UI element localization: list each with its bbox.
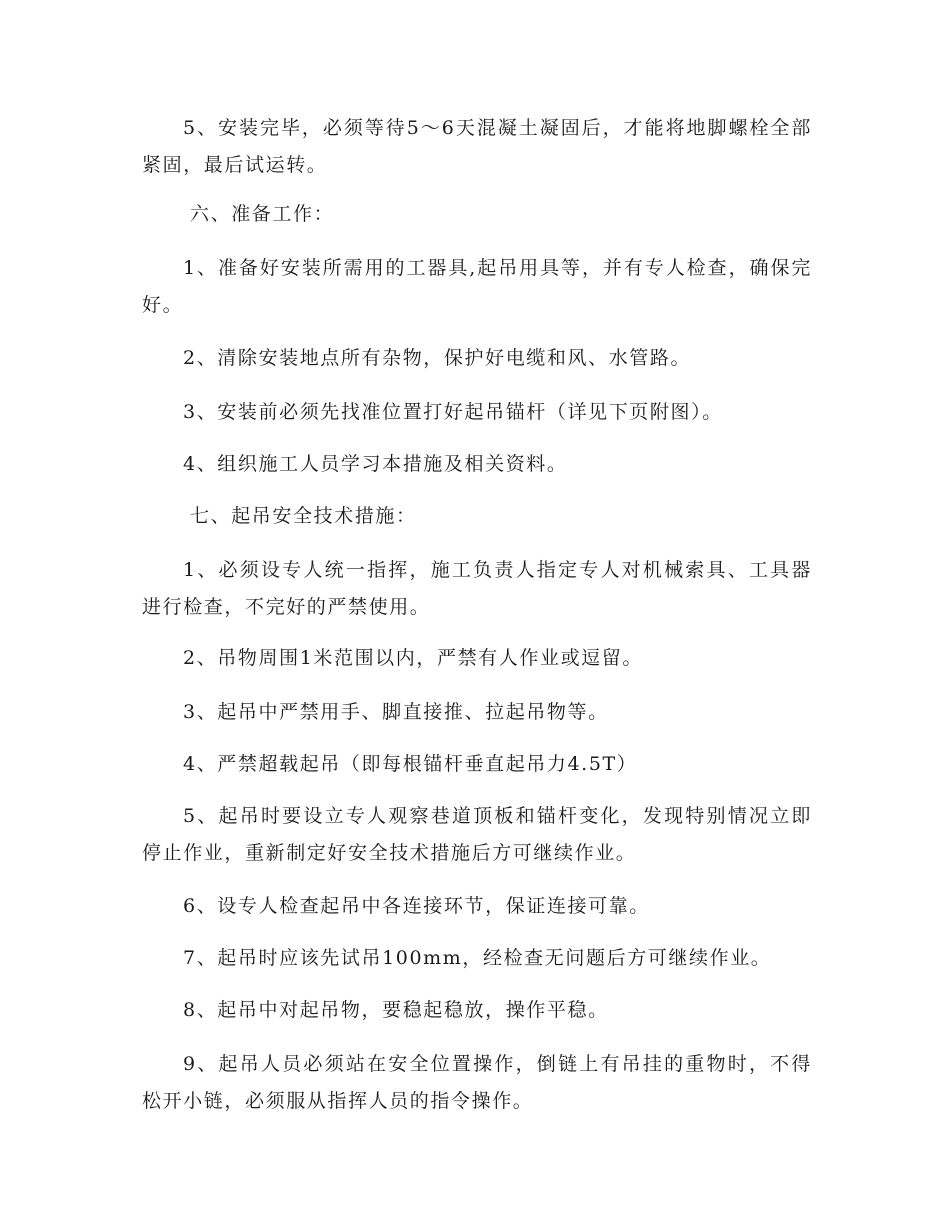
paragraph-prep-3: 3、安装前必须先找准位置打好起吊锚杆（详见下页附图）。 [183, 401, 723, 423]
paragraph-lift-4: 4、严禁超载起吊（即每根锚杆垂直起吊力4.5T） [183, 753, 638, 775]
paragraph-lift-6: 6、设专人检查起吊中各连接环节，保证连接可靠。 [183, 895, 650, 917]
section-heading-preparation: 六、准备工作： [190, 203, 335, 225]
section-heading-lifting-safety: 七、起吊安全技术措施： [190, 505, 417, 527]
paragraph-lift-5: 5、起吊时要设立专人观察巷道顶板和锚杆变化，发现特别情况立即停止作业，重新制定好安全技术措施后方可继续作业。 [142, 805, 812, 864]
paragraph-lift-7: 7、起吊时应该先试吊100mm，经检查无问题后方可继续作业。 [183, 947, 772, 969]
paragraph-lift-3: 3、起吊中严禁用手、脚直接推、拉起吊物等。 [183, 701, 609, 723]
paragraph-prep-1: 1、准备好安装所需用的工器具,起吊用具等，并有专人检查，确保完好。 [142, 257, 812, 316]
paragraph-lift-2: 2、吊物周围1米范围以内，严禁有人作业或逗留。 [183, 647, 643, 669]
paragraph-prep-2: 2、清除安装地点所有杂物，保护好电缆和风、水管路。 [183, 347, 692, 369]
paragraph-install-complete: 5、安装完毕，必须等待5～6天混凝土凝固后，才能将地脚螺栓全部紧固，最后试运转。 [142, 117, 812, 176]
paragraph-lift-9: 9、起吊人员必须站在安全位置操作，倒链上有吊挂的重物时，不得松开小链，必须服从指挥人员的指令操作。 [142, 1053, 812, 1112]
paragraph-lift-8: 8、起吊中对起吊物，要稳起稳放，操作平稳。 [183, 999, 609, 1021]
paragraph-lift-1: 1、必须设专人统一指挥，施工负责人指定专人对机械索具、工具器进行检查，不完好的严禁使用。 [142, 559, 812, 618]
paragraph-prep-4: 4、组织施工人员学习本措施及相关资料。 [183, 453, 568, 475]
